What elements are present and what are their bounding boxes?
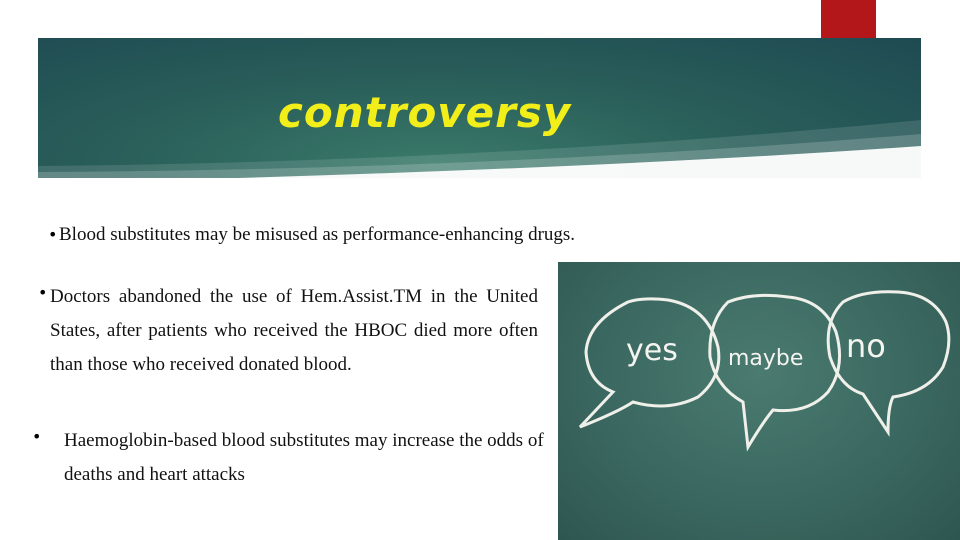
speech-bubble-maybe [710,295,840,447]
bullet-marker: • [48,225,58,244]
title-banner [38,38,921,178]
slide-title: controversy [278,88,572,137]
bullet-text-1: Blood substitutes may be misused as performance-enhancing drugs. [59,224,576,245]
bubble-word-maybe: maybe [728,346,804,371]
bullet-marker: • [32,427,42,446]
bubble-word-yes: yes [626,333,678,368]
bullet-text-2: Doctors abandoned the use of Hem.Assist.TM in the United States, after patients who received the HBOC died more often than those who received donated blood. [50,286,538,375]
chalkboard-image [558,262,960,540]
bubble-word-no: no [846,327,886,365]
speech-bubbles-drawing [558,262,960,540]
bullet-text-3: Haemoglobin-based blood substitutes may increase the odds of deaths and heart attacks [64,430,544,485]
bullet-marker: • [38,283,48,302]
